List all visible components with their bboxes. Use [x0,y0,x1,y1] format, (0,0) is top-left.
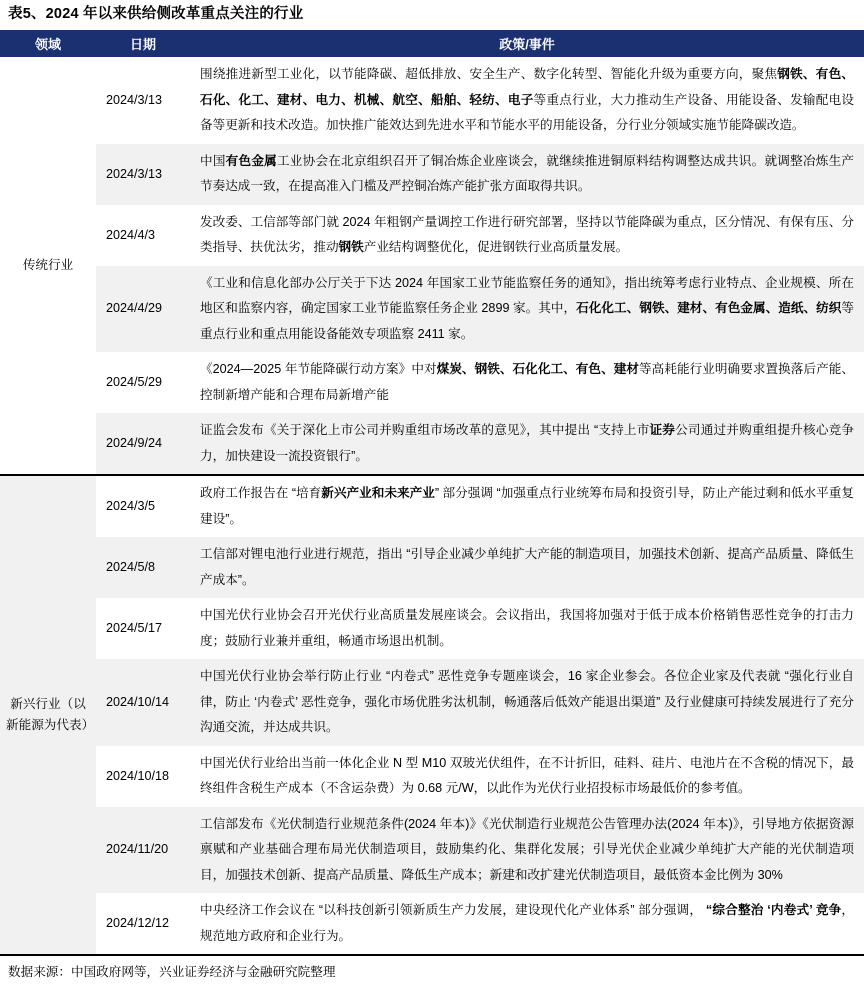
policy-events-table [0,30,864,954]
policy-cell: 政府工作报告在 “培育新兴产业和未来产业” 部分强调 “加强重点行业统筹布局和投资引导，防止产能过剩和低水平重复建设”。 [190,476,864,537]
policy-cell: 工信部对锂电池行业进行规范，指出 “引导企业减少单纯扩大产能的制造项目，加强技术创新、提高产品质量、降低生产成本”。 [190,537,864,598]
date-cell: 2024/4/3 [96,205,190,266]
field-label-cell: 新兴行业（以新能源为代表） [0,476,96,954]
policy-highlight: “综合整治 ‘内卷式’ 竞争 [705,903,842,917]
policy-cell: 证监会发布《关于深化上市公司并购重组市场改革的意见》，其中提出 “支持上市证券公司通过并购重组提升核心竞争力，加快建设一流投资银行”。 [190,413,864,474]
date-cell: 2024/10/18 [96,746,190,807]
policy-highlight: 煤炭、钢铁、石化化工、有色、建材 [436,362,640,376]
policy-highlight: 有色金属 [225,153,277,168]
page-title: 表5、2024 年以来供给侧改革重点关注的行业 [8,6,304,22]
column-header-policy: 政策/事件 [190,30,864,57]
policy-cell: 中国有色金属工业协会在北京组织召开了铜冶炼企业座谈会，就继续推进铜原料结构调整达成共识。就调整冶炼生产节奏达成一致，在提高准入门槛及严控铜冶炼产能扩张方面取得共识。 [190,144,864,205]
date-cell: 2024/9/24 [96,413,190,474]
policy-cell: 中央经济工作会议在 “以科技创新引领新质生产力发展，建设现代化产业体系” 部分强调， “综合整治 ‘内卷式’ 竞争，规范地方政府和企业行为。 [190,893,864,954]
column-header-date: 日期 [96,30,190,57]
policy-cell: 中国光伏行业协会召开光伏行业高质量发展座谈会。会议指出，我国将加强对于低于成本价格销售恶性竞争的打击力度；鼓励行业兼并重组，畅通市场退出机制。 [190,598,864,659]
table-row [0,598,864,659]
table-row [0,205,864,266]
policy-highlight: 钢铁、有色、石化、化工、建材、电力、机械、航空、船舶、轻纺、电子 [200,67,854,107]
column-header-field: 领域 [0,30,96,57]
policy-cell: 《2024—2025 年节能降碳行动方案》中对煤炭、钢铁、石化化工、有色、建材等高耗能行业明确要求置换落后产能、控制新增产能和合理布局新增产能 [190,352,864,413]
date-cell: 2024/3/13 [96,144,190,205]
field-label-cell: 传统行业 [22,258,74,272]
policy-cell: 工信部发布《光伏制造行业规范条件(2024 年本)》《光伏制造行业规范公告管理办法(2024 年本)》，引导地方依据资源禀赋和产业基础合理布局光伏制造项目，鼓励集约化、集群化发展；引导光伏企业减少单纯扩大产能的光伏制造项目，加强技术创新、提高产品质量、降低生产成本；新建和改扩建光伏制造项目，最低资本金比例为 30% [190,807,864,894]
policy-highlight: 证券 [649,423,676,437]
table-row [0,893,864,954]
date-cell: 2024/4/29 [96,266,190,353]
table-row [0,144,864,205]
table-row [0,476,864,537]
policy-highlight: 钢铁 [338,240,364,254]
table-row [0,746,864,807]
table-row [0,266,864,353]
table-body [0,57,864,954]
policy-cell: 中国光伏行业协会举行防止行业 “内卷式” 恶性竞争专题座谈会，16 家企业参会。各位企业家及代表就 “强化行业自律，防止 ‘内卷式’ 恶性竞争，强化市场优胜劣汰机制，畅通落后低效产能退出渠道” 及行业健康可持续发展进行了充分沟通交流，并达成共识。 [190,659,864,746]
table-row [0,659,864,746]
policy-cell: 中国光伏行业给出当前一体化企业 N 型 M10 双玻光伏组件，在不计折旧，硅料、硅片、电池片在不含税的情况下，最终组件含税生产成本（不含运杂费）为 0.68 元/W，以此作为光伏行业招投标市场最低价的参考值。 [190,746,864,807]
table-row [0,413,864,474]
table-row [0,57,864,144]
date-cell: 2024/5/29 [96,352,190,413]
date-cell: 2024/12/12 [96,893,190,954]
table-header [0,30,864,57]
date-cell: 2024/11/20 [96,807,190,894]
date-cell: 2024/5/17 [96,598,190,659]
table-row [0,807,864,894]
header-row [0,30,864,57]
date-cell: 2024/5/8 [96,537,190,598]
policy-cell: 围绕推进新型工业化，以节能降碳、超低排放、安全生产、数字化转型、智能化升级为重要方向，聚焦钢铁、有色、石化、化工、建材、电力、机械、航空、船舶、轻纺、电子等重点行业，大力推动生产设备、用能设备、发输配电设备等更新和技术改造。加快推广能效达到先进水平和节能水平的用能设备，分行业分领域实施节能降碳改造。 [190,57,864,144]
policy-highlight: 石化化工、钢铁、建材、有色金属、造纸、纺织 [576,301,842,315]
date-cell: 2024/3/13 [96,57,190,144]
policy-cell: 发改委、工信部等部门就 2024 年粗钢产量调控工作进行研究部署，坚持以节能降碳为重点，区分情况、有保有压、分类指导、扶优汰劣，推动钢铁产业结构调整优化，促进钢铁行业高质量发展。 [190,205,864,266]
policy-highlight: 新兴产业和未来产业 [321,486,435,500]
table-row [0,352,864,413]
date-cell: 2024/10/14 [96,659,190,746]
policy-cell: 《工业和信息化部办公厅关于下达 2024 年国家工业节能监察任务的通知》，指出统筹考虑行业特点、企业规模、所在地区和监察内容，确定国家工业节能监察任务企业 2899 家。其中，石化化工、钢铁、建材、有色金属、造纸、纺织等重点行业和重点用能设备能效专项监察 2411 家。 [190,266,864,353]
table-row [0,537,864,598]
date-cell: 2024/3/5 [96,476,190,537]
source-note: 数据来源：中国政府网等，兴业证券经济与金融研究院整理 [8,965,336,979]
